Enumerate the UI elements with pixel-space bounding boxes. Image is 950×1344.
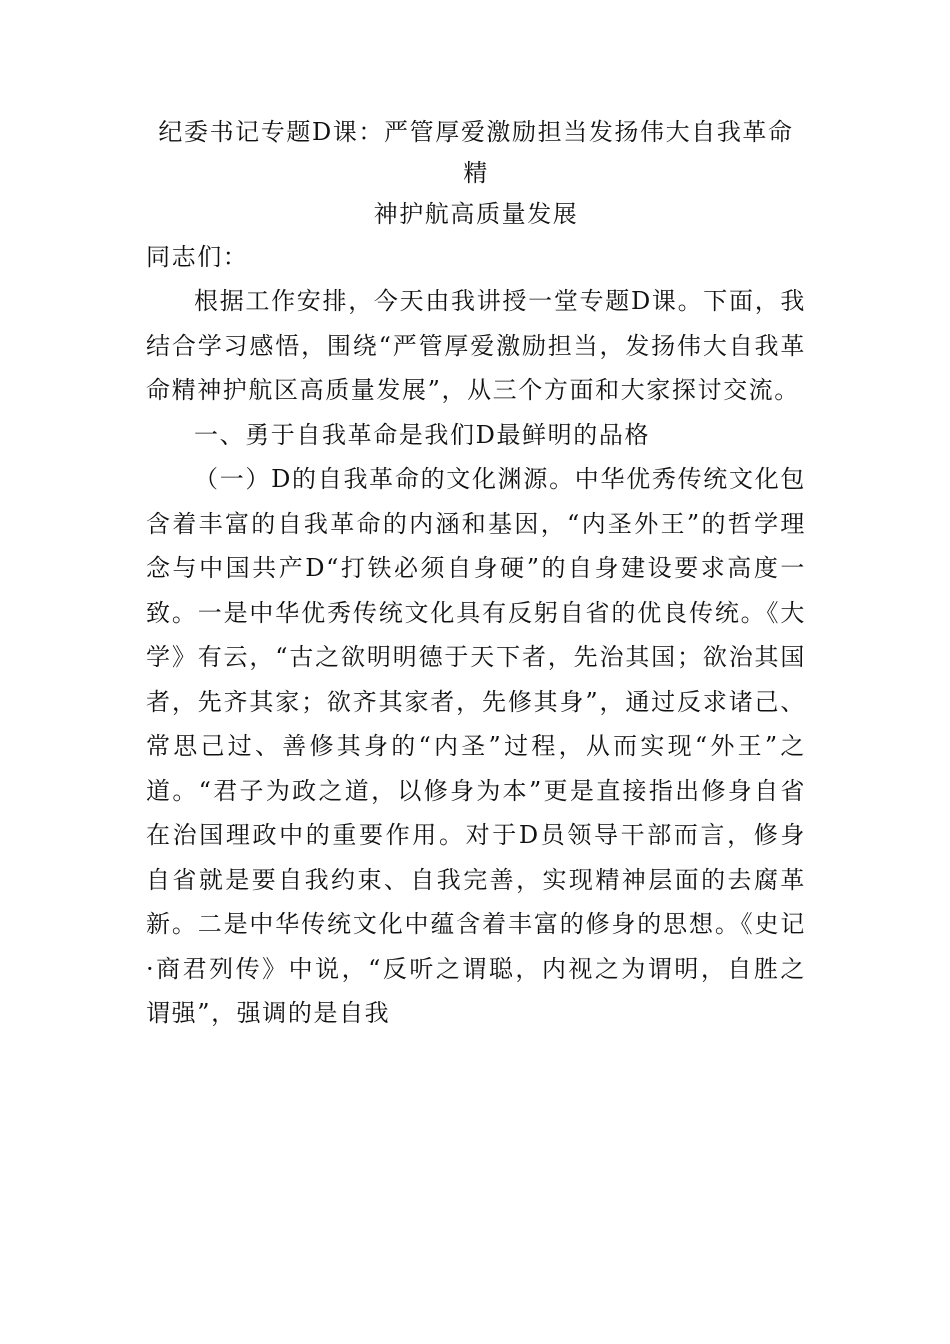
document-page [146, 112, 806, 1036]
document-title [146, 112, 806, 235]
section-1-heading: 一、勇于自我革命是我们D最鲜明的品格 [194, 420, 651, 449]
intro-paragraph: 根据工作安排，今天由我讲授一堂专题D课。下面，我结合学习感悟，围绕“严管厚爱激励担当，发扬伟大自我革命精神护航区高质量发展”，从三个方面和大家探讨交流。 [146, 287, 806, 404]
title-line-2: 神护航高质量发展 [373, 200, 579, 228]
title-line-1: 纪委书记专题D课：严管厚爱激励担当发扬伟大自我革命精 [158, 118, 794, 187]
section-1-paragraph-1: （一）D的自我革命的文化渊源。中华优秀传统文化包含着丰富的自我革命的内涵和基因，“内圣外王”的哲学理念与中国共产D“打铁必须自身硬”的自身建设要求高度一致。一是中华优秀传统文化具有反躬自省的优良传统。《大学》有云，“古之欲明明德于天下者，先治其国；欲治其国者，先齐其家；欲齐其家者，先修其身”，通过反求诸己、常思己过、善修其身的“内圣”过程，从而实现“外王”之道。“君子为政之道，以修身为本”更是直接指出修身自省在治国理政中的重要作用。对于D员领导干部而言，修身自省就是要自我约束、自我完善，实现精神层面的去腐革新。二是中华传统文化中蕴含着丰富的修身的思想。《史记·商君列传》中说，“反听之谓聪，内视之为谓明，自胜之谓强”，强调的是自我 [146, 465, 806, 1027]
salutation: 同志们： [146, 243, 249, 271]
